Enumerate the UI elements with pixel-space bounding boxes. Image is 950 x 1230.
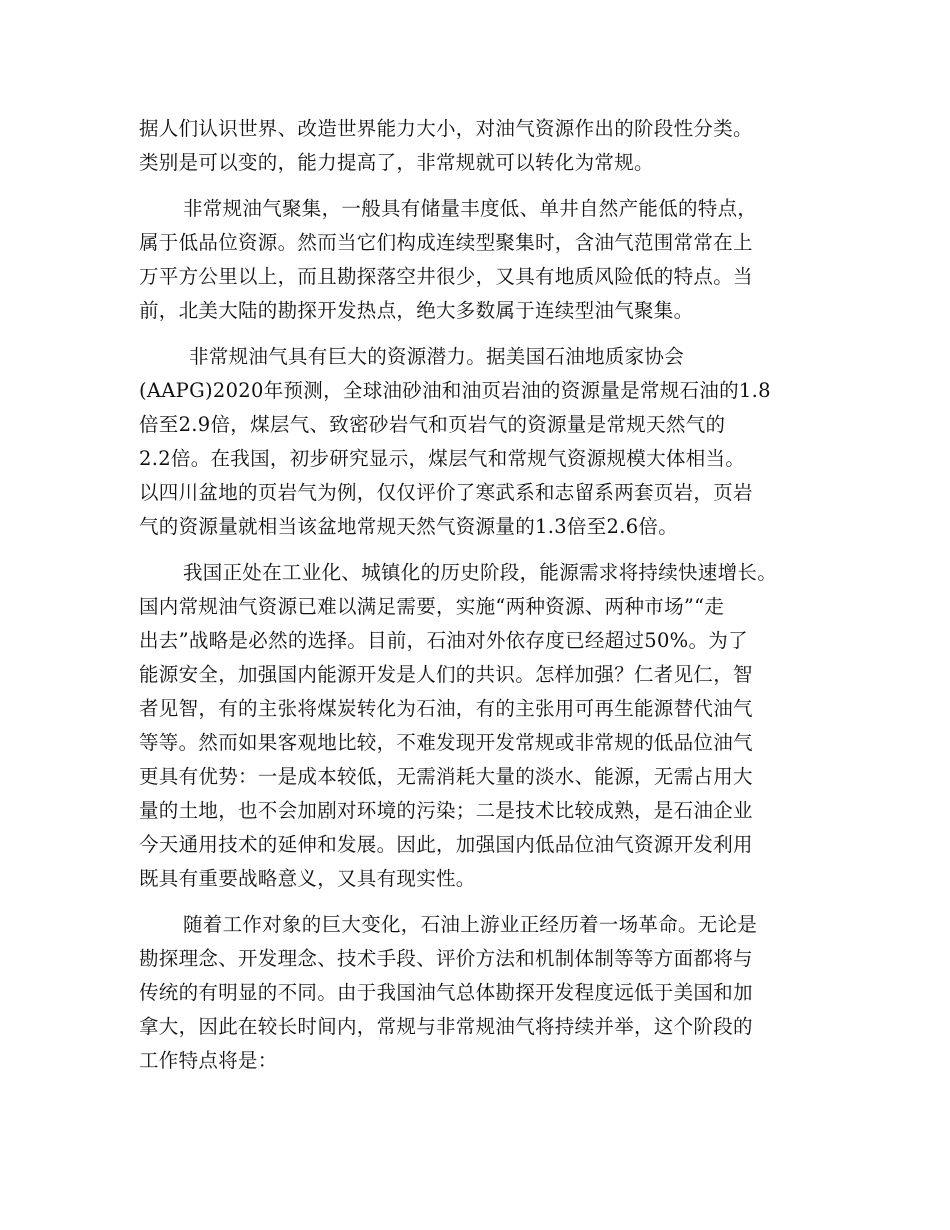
text-line: 非常规油气聚集，一般具有储量丰度低、单井自然产能低的特点， xyxy=(183,197,758,220)
paragraph-5 xyxy=(139,908,827,1078)
text-line: 气的资源量就相当该盆地常规天然气资源量的1.3倍至2.6倍。 xyxy=(139,515,679,538)
text-line: 拿大，因此在较长时间内，常规与非常规油气将持续并举，这个阶段的 xyxy=(139,1015,753,1038)
text-line: 出去”战略是必然的选择。目前，石油对外依存度已经超过50%。为了 xyxy=(139,629,748,652)
text-line: 既具有重要战略意义，又具有现实性。 xyxy=(139,867,476,890)
paragraph-3 xyxy=(139,340,827,544)
text-line: 据人们认识世界、改造世界能力大小，对油气资源作出的阶段性分类。 xyxy=(139,117,753,140)
paragraph-2 xyxy=(139,192,827,328)
text-line: 前，北美大陆的勘探开发热点，绝大多数属于连续型油气聚集。 xyxy=(139,299,694,322)
text-line: 非常规油气具有巨大的资源潜力。据美国石油地质家协会 xyxy=(189,345,685,368)
text-line: 工作特点将是： xyxy=(139,1049,278,1072)
text-line: 倍至2.9倍，煤层气、致密砂岩气和页岩气的资源量是常规天然气的 xyxy=(139,413,726,436)
text-line: 勘探理念、开发理念、技术手段、评价方法和机制体制等等方面都将与 xyxy=(139,947,753,970)
text-line: 等等。然而如果客观地比较，不难发现开发常规或非常规的低品位油气 xyxy=(139,731,753,754)
text-line: 万平方公里以上，而且勘探落空井很少，又具有地质风险低的特点。当 xyxy=(139,265,753,288)
text-line: 属于低品位资源。然而当它们构成连续型聚集时，含油气范围常常在上 xyxy=(139,231,753,254)
text-line: 2.2倍。在我国，初步研究显示，煤层气和常规气资源规模大体相当。 xyxy=(139,447,746,470)
text-line: 以四川盆地的页岩气为例，仅仅评价了寒武系和志留系两套页岩，页岩 xyxy=(139,481,753,504)
text-line: 量的土地，也不会加剧对环境的污染；二是技术比较成熟，是石油企业 xyxy=(139,799,753,822)
text-line: 类别是可以变的，能力提高了，非常规就可以转化为常规。 xyxy=(139,151,654,174)
paragraph-4 xyxy=(139,556,827,896)
text-line: 更具有优势：一是成本较低，无需消耗大量的淡水、能源，无需占用大 xyxy=(139,765,753,788)
text-line: 传统的有明显的不同。由于我国油气总体勘探开发程度远低于美国和加 xyxy=(139,981,753,1004)
text-line: 我国正处在工业化、城镇化的历史阶段，能源需求将持续快速增长。 xyxy=(183,561,778,584)
text-line: 能源安全，加强国内能源开发是人们的共识。怎样加强？仁者见仁，智 xyxy=(139,663,753,686)
text-line: 今天通用技术的延伸和发展。因此，加强国内低品位油气资源开发利用 xyxy=(139,833,753,856)
text-line: 者见智，有的主张将煤炭转化为石油，有的主张用可再生能源替代油气 xyxy=(139,697,753,720)
text-line: 国内常规油气资源已难以满足需要，实施“两种资源、两种市场”“走 xyxy=(139,595,725,618)
document-body xyxy=(139,112,827,1078)
text-line: 随着工作对象的巨大变化，石油上游业正经历着一场革命。无论是 xyxy=(183,913,758,936)
paragraph-1 xyxy=(139,112,827,180)
text-line: (AAPG)2020年预测，全球油砂油和油页岩油的资源量是常规石油的1.8 xyxy=(139,379,771,402)
